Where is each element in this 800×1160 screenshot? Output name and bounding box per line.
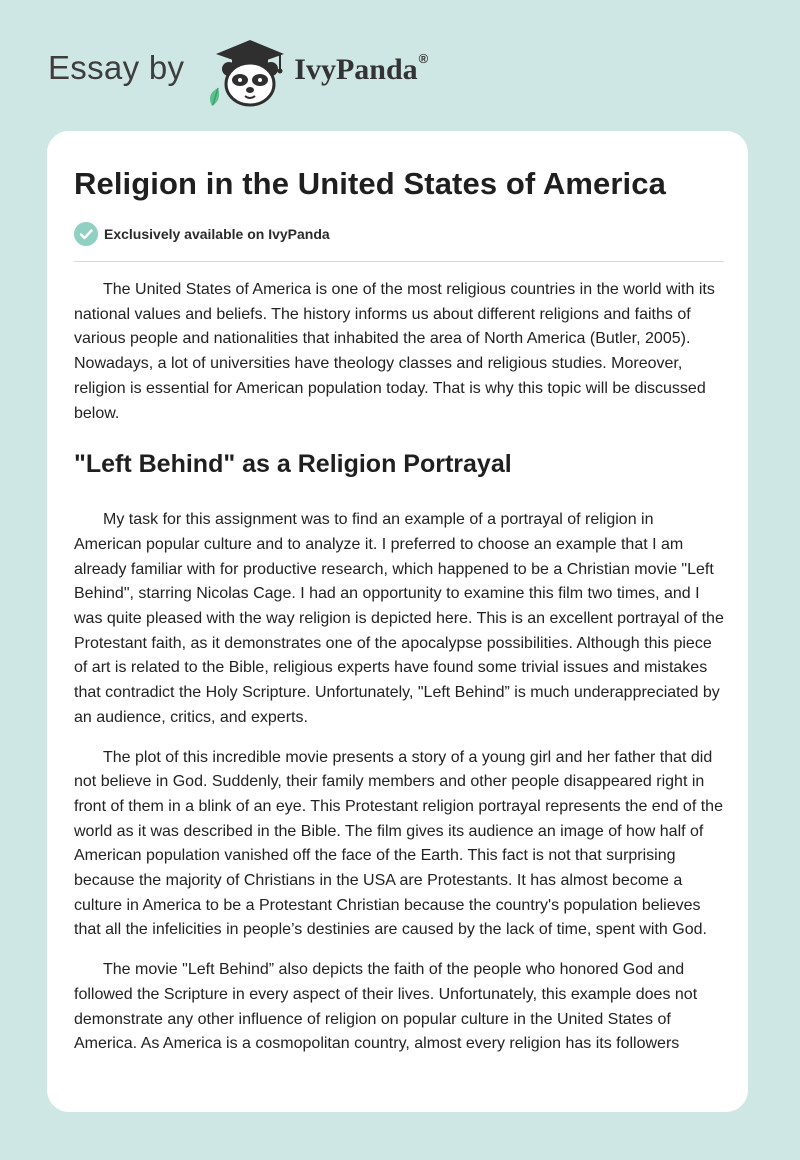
- intro-paragraph: The United States of America is one of the most religious countries in the world with its national values and beliefs. The history informs us about different religions and faiths of various people and nationalities that inhabited the area of North America (Butler, 2005). Nowadays, a lot of universities have theology classes and religious studies. Moreover, religion is essential for American population today. That is why this topic will be discussed below.: [74, 281, 715, 422]
- registered-mark: ®: [418, 50, 429, 66]
- essay-body: [74, 278, 724, 1072]
- section-heading: "Left Behind" as a Religion Portrayal: [74, 450, 512, 479]
- exclusive-badge: [74, 222, 330, 246]
- exclusive-badge-label: Exclusively available on IvyPanda: [104, 226, 330, 242]
- brand-name[interactable]: IvyPanda: [294, 53, 418, 86]
- essay-card: [47, 131, 748, 1112]
- brand-prefix: Essay by: [48, 49, 185, 86]
- title-divider: [74, 261, 724, 262]
- body-paragraph-2: The plot of this incredible movie presents a story of a young girl and her father that did not believe in God. Suddenly, their family members and other people disappeared right in front of them in a blink of an eye. This Protestant religion portrayal represents the end of the world as it was described in the Bible. The film gives its audience an image of how half of American population vanished off the face of the Earth. This fact is not that surprising because the majority of Christians in the USA are Protestants. It has almost become a culture in America to be a Protestant Christian because the country's population believes that all the infelicities in people’s destinies are caused by the lack of time, spent with God.: [74, 748, 723, 939]
- page-title: Religion in the United States of America: [74, 166, 666, 201]
- check-circle-icon: [74, 222, 98, 246]
- body-paragraph-3: The movie "Left Behind” also depicts the faith of the people who honored God and followed the Scripture in every aspect of their lives. Unfortunately, this example does not demonstrate any other influence of religion on popular culture in the United States of America. As America is a cosmopolitan country, almost every religion has its followers: [74, 961, 698, 1053]
- body-paragraph-1: My task for this assignment was to find an example of a portrayal of religion in American popular culture and to analyze it. I preferred to choose an example that I am already familiar with for productive research, which happened to be a Christian movie "Left Behind", starring Nicolas Cage. I had an opportunity to examine this film two times, and I was quite pleased with the way religion is depicted here. This is an excellent portrayal of the Protestant faith, as it demonstrates one of the apocalypse possibilities. Although this piece of art is related to the Bible, religious experts have found some trivial issues and mistakes that contradict the Holy Scripture. Unfortunately, "Left Behind” is much underappreciated by an audience, critics, and experts.: [74, 511, 724, 726]
- brand-header: [48, 36, 428, 108]
- panda-logo-icon[interactable]: [202, 36, 290, 108]
